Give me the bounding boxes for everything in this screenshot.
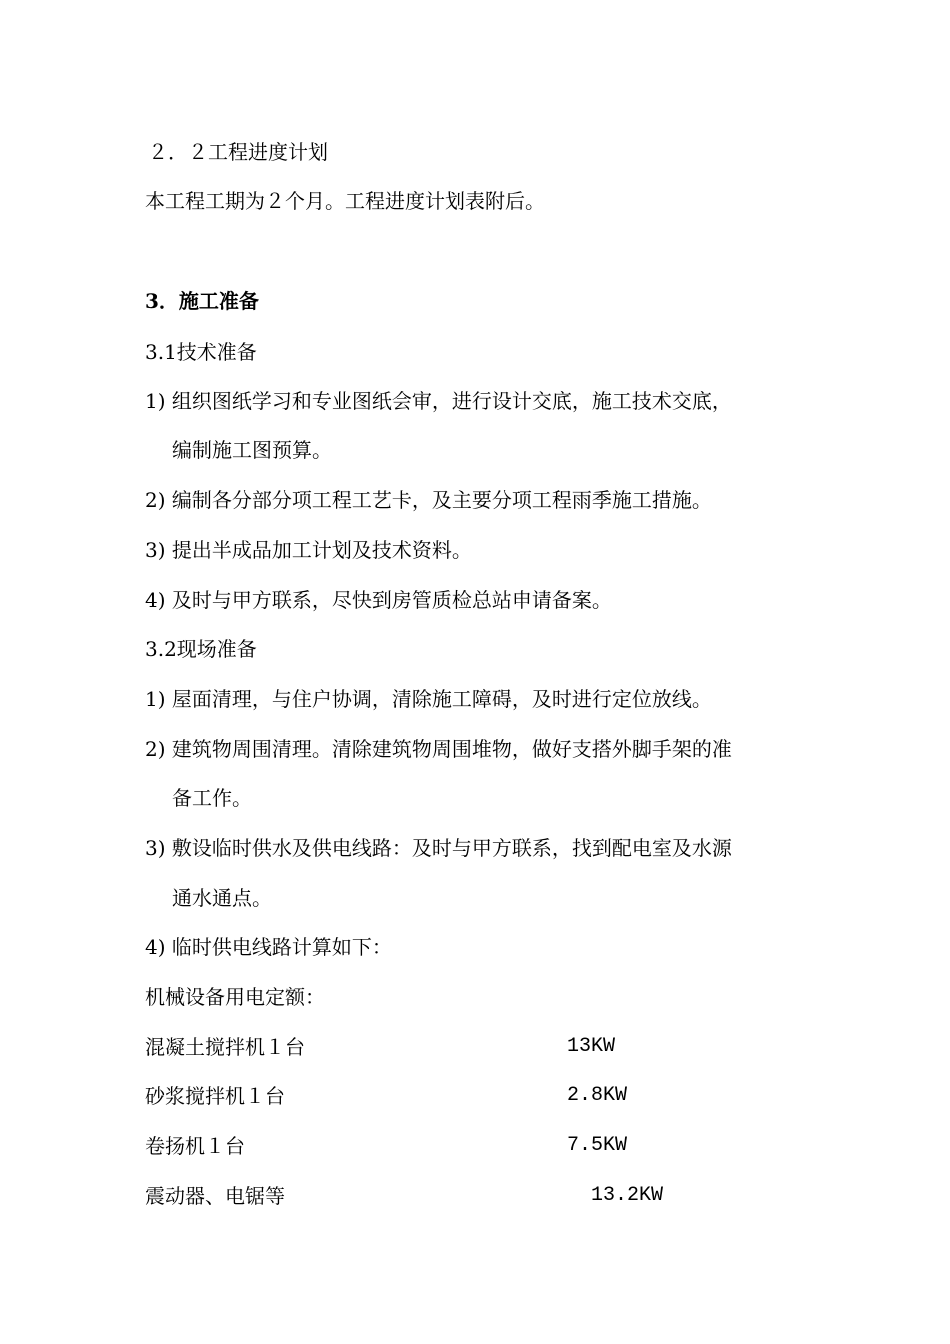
power-row-name: 砂浆搅拌机１台	[145, 1084, 285, 1108]
tech-item-3: 3) 提出半成品加工计划及技术资料。	[145, 538, 472, 562]
section-3-heading: 3．施工准备	[145, 289, 259, 313]
site-item-2-line2: 备工作。	[172, 786, 252, 810]
power-quota-heading: 机械设备用电定额：	[145, 985, 325, 1009]
tech-item-2: 2) 编制各分部分项工程工艺卡，及主要分项工程雨季施工措施。	[145, 488, 712, 512]
site-item-2-line1: 2) 建筑物周围清理。清除建筑物周围堆物，做好支搭外脚手架的准	[145, 737, 732, 761]
power-row-value: 7.5KW	[567, 1134, 628, 1157]
power-row-value: 2.8KW	[567, 1084, 628, 1107]
section-3-2-heading: 3.2现场准备	[145, 637, 257, 661]
tech-item-4: 4) 及时与甲方联系，尽快到房管质检总站申请备案。	[145, 588, 612, 612]
section-2-2-heading: ２．２工程进度计划	[148, 140, 328, 164]
site-item-3-line1: 3) 敷设临时供水及供电线路：及时与甲方联系，找到配电室及水源	[145, 836, 732, 860]
site-item-1: 1) 屋面清理，与住户协调，清除施工障碍，及时进行定位放线。	[145, 687, 712, 711]
power-row-value: 13.2KW	[591, 1184, 664, 1207]
section-2-2-body: 本工程工期为２个月。工程进度计划表附后。	[145, 189, 545, 213]
site-item-4: 4) 临时供电线路计算如下：	[145, 935, 392, 959]
section-3-1-heading: 3.1技术准备	[145, 340, 257, 364]
tech-item-1-line2: 编制施工图预算。	[172, 438, 332, 462]
site-item-3-line2: 通水通点。	[172, 886, 272, 910]
tech-item-1-line1: 1) 组织图纸学习和专业图纸会审，进行设计交底，施工技术交底，	[145, 389, 732, 413]
power-row-value: 13KW	[567, 1035, 616, 1058]
power-row-name: 混凝土搅拌机１台	[145, 1035, 305, 1059]
power-row-name: 震动器、电锯等	[145, 1184, 285, 1208]
power-row-name: 卷扬机１台	[145, 1134, 245, 1158]
